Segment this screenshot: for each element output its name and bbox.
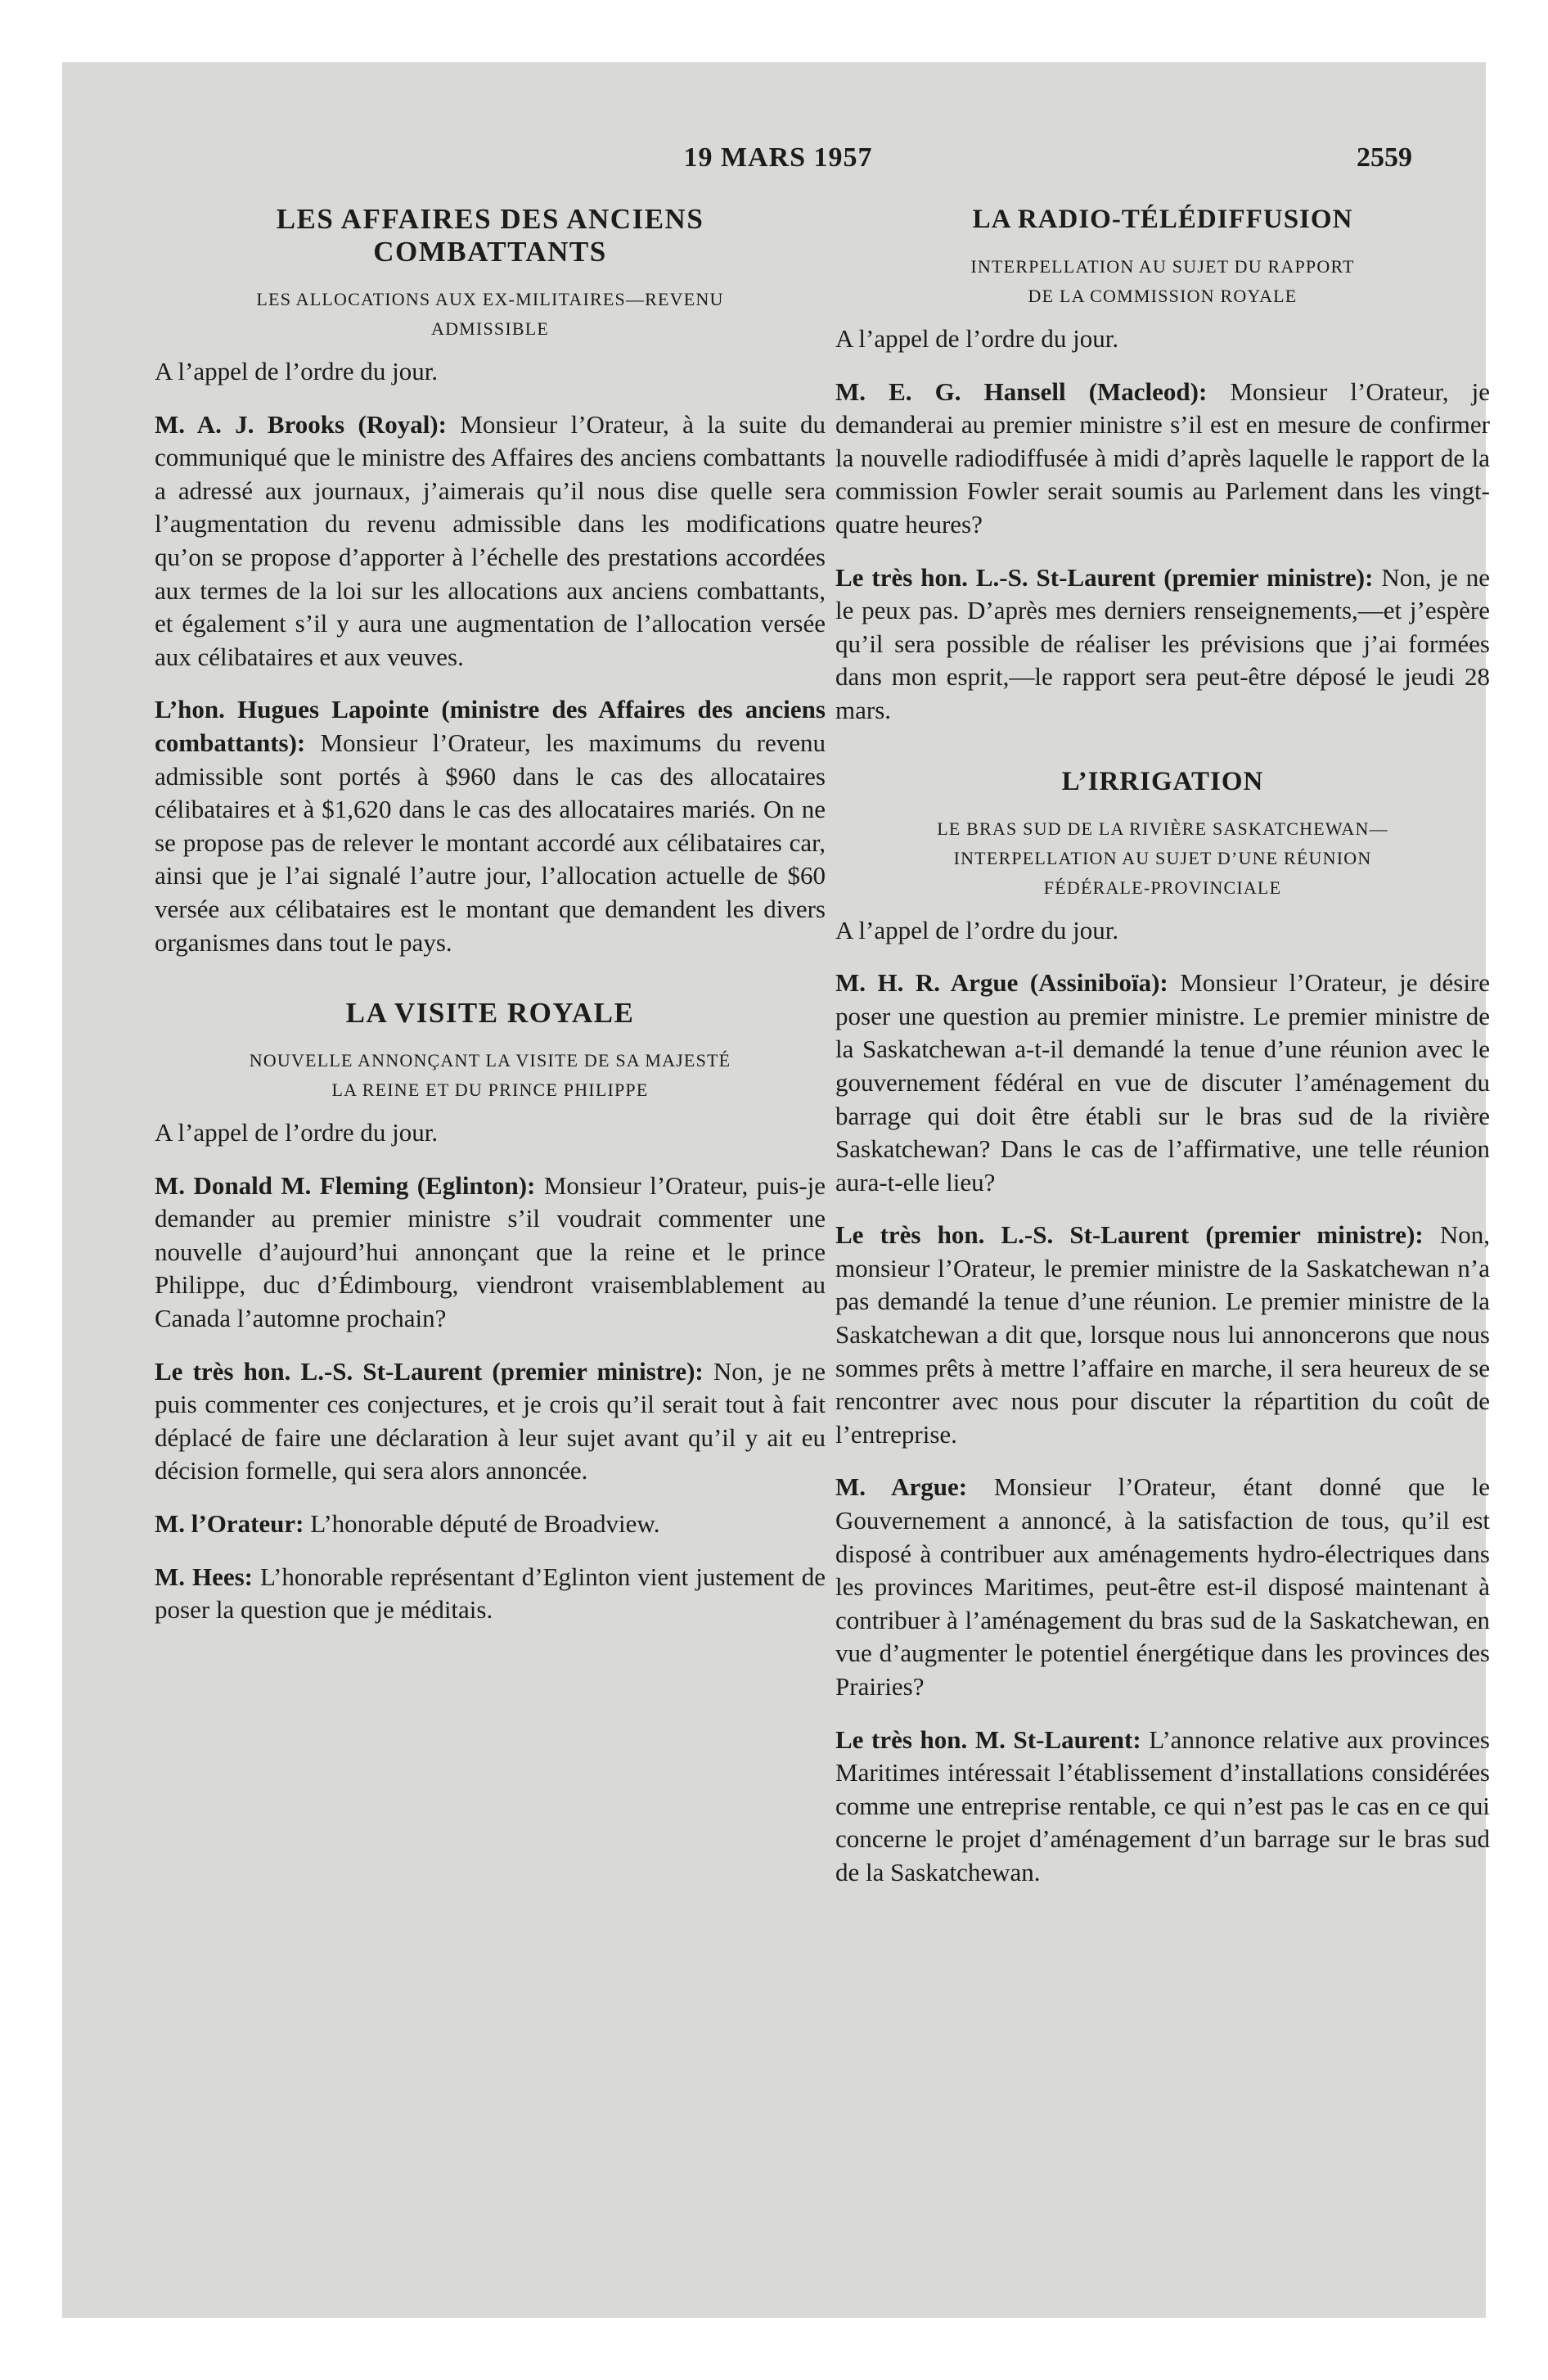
running-head: [144, 142, 1412, 192]
subhead-line: INTERPELLATION AU SUJET DU RAPPORT: [970, 256, 1355, 277]
speech-paragraph: [155, 1355, 826, 1488]
section-title: LA RADIO-TÉLÉDIFFUSION: [972, 205, 1353, 234]
speech-text: Monsieur l’Orateur, je demanderai au premier ministre s’il est en mesure de confirmer la nouvelle radiodiffusée à midi d’après laquelle le rapport de la commission Fowler serait soumis au Parlement dans les vingt-quatre heures?: [835, 376, 1490, 539]
left-column: [155, 203, 826, 1647]
page-number: 2559: [1357, 142, 1412, 173]
section-title: L’IRRIGATION: [1061, 766, 1264, 796]
subhead-line: INTERPELLATION AU SUJET D’UNE RÉUNION: [953, 847, 1372, 868]
speaker-name: M. Donald M. Fleming (Eglinton):: [155, 1170, 536, 1200]
speaker-name: Le très hon. L.-S. St-Laurent (premier ministre):: [155, 1356, 704, 1386]
order-call: A l’appel de l’ordre du jour.: [835, 915, 1119, 944]
section-subhead: [835, 814, 1490, 903]
speech-paragraph: [155, 1561, 826, 1627]
subhead-line: ADMISSIBLE: [430, 318, 549, 339]
speech-text: L’honorable représentant d’Eglinton vient justement de poser la question que je méditais.: [155, 1562, 826, 1625]
subhead-line: NOUVELLE ANNONÇANT LA VISITE DE SA MAJESTÉ: [249, 1050, 731, 1071]
section-title-line: COMBATTANTS: [373, 236, 607, 268]
speech-paragraph: [835, 1219, 1490, 1451]
speaker-name: M. E. G. Hansell (Macleod):: [835, 376, 1208, 406]
speaker-name: Le très hon. L.-S. St-Laurent (premier ministre):: [835, 562, 1374, 592]
subhead-line: LES ALLOCATIONS AUX EX-MILITAIRES—REVENU: [256, 289, 724, 309]
section-subhead: [155, 285, 826, 344]
speech-paragraph: [835, 1724, 1490, 1890]
speech-text: L’annonce relative aux provinces Maritimes intéressait l’établissement d’installations considérées comme une entreprise rentable, ce qui n’est pas le cas en ce qui concerne le projet d’aménagement d’un barrage sur le bras sud de la Saskatchewan.: [835, 1724, 1490, 1886]
speech-paragraph: [835, 1471, 1490, 1703]
subhead-line: DE LA COMMISSION ROYALE: [1028, 286, 1298, 306]
speech-text: Non, monsieur l’Orateur, le premier ministre de la Saskatchewan n’a pas demandé la tenue d’une réunion. Le premier ministre de la Saskatchewan a dit que, lorsque nous lui annoncerons que nous sommes prêts à mettre l’affaire en marche, il sera heureux de se rencontrer avec nous pour discuter la répartition du coût de l’entreprise.: [835, 1220, 1491, 1449]
speech-paragraph: [835, 376, 1490, 542]
speaker-name: M. A. J. Brooks (Royal):: [155, 409, 447, 439]
speech-text: Monsieur l’Orateur, puis-je demander au premier ministre s’il voudrait commenter une nouvelle d’aujourd’hui annonçant que la reine et le prince Philippe, duc d’Édimbourg, viendront vraisemblablement au Canada l’automne prochain?: [155, 1170, 826, 1333]
right-column: [835, 203, 1490, 1909]
speech-text: Monsieur l’Orateur, les maximums du revenu admissible sont portés à $960 dans le cas des allocataires célibataires et à $1,620 dans le cas des allocataires mariés. On ne se propose pas de relever le montant accordé aux célibataires car, ainsi que je l’ai signalé l’autre jour, l’allocation actuelle de $60 versée aux célibataires est le montant que demandent les divers organismes dans tout le pays.: [155, 728, 826, 957]
speaker-name: L’hon. Hugues Lapointe (ministre des Affaires des anciens combattants):: [155, 695, 826, 757]
speech-text: Monsieur l’Orateur, étant donné que le Gouvernement a annoncé, à la satisfaction de tous, qu’il est disposé à contribuer aux aménagements hydro-électriques dans les provinces Maritimes, peut-être est-il disposé maintenant à contribuer à l’aménagement du bras sud de la Saskatchewan, en vue d’augmenter le potentiel énergétique dans les provinces des Prairies?: [835, 1472, 1490, 1701]
section-title-line: LES AFFAIRES DES ANCIENS: [276, 203, 704, 235]
speech-paragraph: [155, 1508, 826, 1541]
page-date: 19 MARS 1957: [683, 142, 873, 173]
speech-paragraph: [155, 693, 826, 959]
speech-text: L’honorable député de Broadview.: [310, 1509, 660, 1539]
speech-paragraph: [835, 561, 1490, 728]
speech-paragraph: [155, 408, 826, 674]
speaker-name: M. l’Orateur:: [155, 1509, 304, 1539]
speaker-name: M. Argue:: [835, 1472, 968, 1502]
subhead-line: LA REINE ET DU PRINCE PHILIPPE: [331, 1080, 649, 1101]
speech-text: Monsieur l’Orateur, je désire poser une question au premier ministre. Le premier ministre de la Saskatchewan a-t-il demandé la tenue d’une réunion avec le gouvernement fédéral en vue de discuter l’aménagement du barrage qui doit être établi sur le bras sud de la rivière Saskatchewan? Dans le cas de l’affirmative, une telle réunion aura-t-elle lieu?: [835, 968, 1491, 1197]
order-call: A l’appel de l’ordre du jour.: [835, 324, 1119, 353]
speaker-name: M. Hees:: [155, 1562, 253, 1591]
subhead-line: FÉDÉRALE-PROVINCIALE: [1043, 877, 1282, 898]
speaker-name: Le très hon. M. St-Laurent:: [835, 1724, 1141, 1754]
speech-text: Monsieur l’Orateur, à la suite du communiqué que le ministre des Affaires des anciens combattants a adressé aux journaux, j’aimerais qu’il nous dise quelle sera l’augmentation du revenu admissible dans les modifications qu’on se propose d’apporter à l’échelle des prestations accordées aux termes de la loi sur les allocations aux anciens combattants, et également s’il y aura une augmentation de l’allocation versée aux célibataires et aux veuves.: [155, 409, 826, 671]
speaker-name: M. H. R. Argue (Assiniboïa):: [835, 968, 1168, 998]
subhead-line: LE BRAS SUD DE LA RIVIÈRE SASKATCHEWAN—: [937, 818, 1388, 839]
section-title: LA VISITE ROYALE: [345, 997, 635, 1030]
speech-text: Non, je ne le peux pas. D’après mes derniers renseignements,—et j’espère qu’il sera possible de réaliser les prévisions que j’ai formées dans mon esprit,—le rapport sera peut-être déposé le jeudi 28 mars.: [835, 562, 1491, 724]
section-subhead: [155, 1046, 826, 1105]
scanned-page: [62, 62, 1491, 2318]
speech-text: Non, je ne puis commenter ces conjectures, et je crois qu’il serait tout à fait déplacé de faire une déclaration à leur sujet avant qu’il y ait eu décision formelle, qui sera alors annoncée.: [155, 1356, 826, 1485]
speech-paragraph: [835, 967, 1490, 1199]
speaker-name: Le très hon. L.-S. St-Laurent (premier ministre):: [835, 1220, 1424, 1250]
section-subhead: [835, 252, 1490, 311]
order-call: A l’appel de l’ordre du jour.: [155, 1118, 439, 1147]
section-title: [155, 203, 826, 268]
speech-paragraph: [155, 1170, 826, 1336]
order-call: A l’appel de l’ordre du jour.: [155, 357, 439, 385]
